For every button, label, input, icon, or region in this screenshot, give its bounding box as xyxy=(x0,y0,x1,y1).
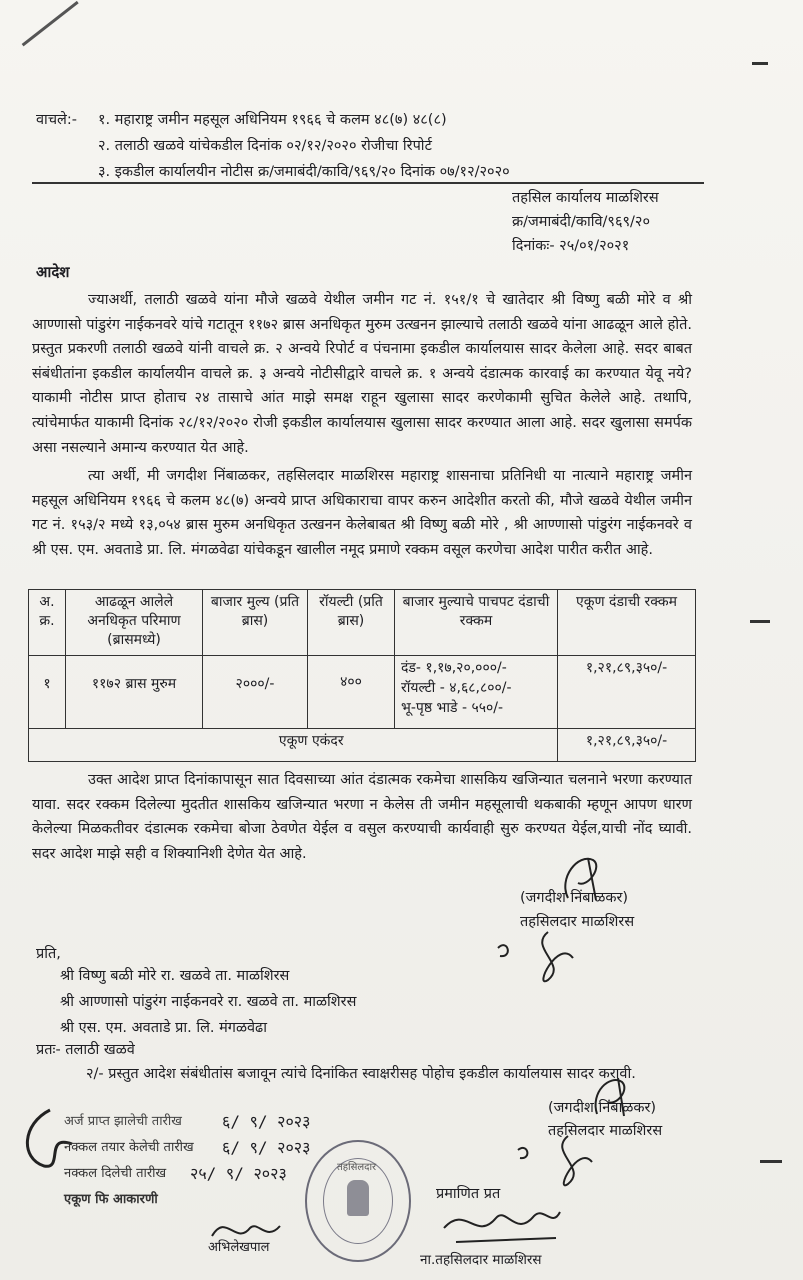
cell-royalty: ४०० xyxy=(308,656,395,729)
cell-total-label: एकूण एकंदर xyxy=(66,729,558,762)
header-sr: अ. क्र. xyxy=(29,590,66,656)
recipient-1: श्री विष्णु बळी मोरे रा. खळवे ता. माळशिरस xyxy=(60,968,290,984)
cell-total-blank xyxy=(29,729,66,762)
recipients-label: प्रति, xyxy=(36,946,61,962)
order-paragraph-1: ज्याअर्थी, तलाठी खळवे यांना मौजे खळवे येथील जमीन गट नं. १५१/१ चे खातेदार श्री विष्णु बळी मोरे व श्री आण्णासो पांडुरंग नाईकनवरे यांचे गटातून ११७२ ब्रास अनधिकृत मुरुम उत्खनन झाल्याचे तलाठी खळवे यांना आढळून आले होते. प्रस्तुत प्रकरणी तलाठी खळवे यांनी वाचले क्र. २ अन्वये रिपोर्ट व पंचनामा इकडील कार्यालयास सादर केलेला आहे. सदर बाबत संबंधीतांना इकडील कार्यालयीन वाचले क्र. ३ अन्वये नोटीसीद्वारे वाचले क्र. १ अन्वये दंडात्मक कारवाई का करण्यात येवू नये? याकामी नोटीस प्राप्त होताच २४ तासाचे आंत माझे समक्ष राहून खुलासा सादर करणेकामी सुचित केलेले आहे. तथापि, त्यांचेमार्फत याकामी दिनांक २८/१२/२०२० रोजी इकडील कार्यालयास खुलासा सादर करण्यात आला आहे. सदर खुलासा समर्पक असा नसल्याने अमान्य करण्यात येत आहे. xyxy=(32,292,692,456)
edge-mark xyxy=(752,62,768,65)
naib-designation: ना.तहसिलदार माळशिरस xyxy=(420,1252,542,1268)
stamp-date-2: ६/ ९/ २०२३ xyxy=(222,1138,311,1157)
office-date: दिनांकः- २५/०१/२०२१ xyxy=(512,238,630,254)
signatory2-designation: तहसिलदार माळशिरस xyxy=(548,1123,663,1139)
recipient-2: श्री आण्णासो पांडुरंग नाईकनवरे रा. खळवे ता. माळशिरस xyxy=(60,994,357,1010)
signature-mark xyxy=(488,918,598,990)
signatory2-name: (जगदीश निंबाळकर) xyxy=(548,1100,657,1116)
reference-item-2: २. तलाठी खळवे यांचेकडील दिनांक ०२/१२/२०२० रोजीचा रिपोर्ट xyxy=(98,138,432,154)
stamp-clerk: अभिलेखपाल xyxy=(208,1240,270,1255)
stamp-line-application-date: अर्ज प्राप्त झालेची तारीख xyxy=(64,1114,182,1129)
copy-to-note: २/- प्रस्तुत आदेश संबंधीतांस बजावून त्यांचे दिनांकित स्वाक्षरीसह पोहोच इकडील कार्यालयास सादर करावी. xyxy=(86,1066,636,1082)
penalty-line-royalty: रॉयल्टी - ४,६८,८००/- xyxy=(401,680,512,696)
office-ref-no: क्र/जमाबंदी/कावि/९६९/२० xyxy=(512,214,651,230)
edge-mark xyxy=(760,1160,782,1163)
header-market-value: बाजार मुल्य (प्रति ब्रास) xyxy=(203,590,308,656)
attested-label: प्रमाणित प्रत xyxy=(436,1186,501,1202)
stamp-date-3: २५/ ९/ २०२३ xyxy=(190,1164,287,1183)
stamp-line-fee: एकूण फि आकारणी xyxy=(64,1192,158,1207)
copy-to-label: प्रतः- तलाठी खळवे xyxy=(36,1042,135,1058)
office-seal xyxy=(305,1140,411,1262)
references-label: वाचले:- xyxy=(36,112,77,128)
reference-item-1: १. महाराष्ट्र जमीन महसूल अधिनियम १९६६ चे कलम ४८(७) ४८(८) xyxy=(98,112,447,128)
table-header-row xyxy=(29,590,696,656)
cell-total: १,२१,८९,३५०/- xyxy=(558,656,696,729)
header-penalty: बाजार मुल्याचे पाचपट दंडाची रक्कम xyxy=(395,590,558,656)
cell-grand-total: १,२१,८९,३५०/- xyxy=(558,729,696,762)
closing-paragraph: उक्त आदेश प्राप्त दिनांकापासून सात दिवसाच्या आंत दंडात्मक रकमेचा शासकिय खजिन्यात चलनाने भरणा करण्यात यावा. सदर रक्कम दिलेल्या मुदतीत शासकिय खजिन्यात भरणा न केलेस ती जमीन महसूलाची थकबाकी म्हणून आपण धारण केलेल्या मिळकतीवर दंडात्मक रकमेचा बोजा ठेवणेत येईल व वसुल करण्याची कार्यवाही सुरु करण्यत येईल,याची नोंद घ्यावी. सदर आदेश माझे सही व शिक्यानिशी देणेत येत आहे. xyxy=(32,772,692,862)
stamp-date-1: ६/ ९/ २०२३ xyxy=(222,1112,311,1131)
cell-market-value: २०००/- xyxy=(203,656,308,729)
edge-mark xyxy=(750,620,770,623)
header-total: एकूण दंडाची रक्कम xyxy=(558,590,696,656)
office-name: तहसिल कार्यालय माळशिरस xyxy=(512,190,659,206)
divider xyxy=(32,182,704,184)
penalty-line-fine: दंड- १,१७,२०,०००/- xyxy=(401,660,507,676)
recipient-3: श्री एस. एम. अवताडे प्रा. लि. मंगळवेढा xyxy=(60,1020,267,1036)
order-heading: आदेश xyxy=(36,263,70,281)
table-row xyxy=(29,656,696,729)
cell-quantity: ११७२ ब्रास मुरुम xyxy=(66,656,203,729)
emblem-icon xyxy=(347,1180,369,1216)
signatory-designation: तहसिलदार माळशिरस xyxy=(520,914,635,930)
order-paragraph-2: त्या अर्थी, मी जगदीश निंबाळकर, तहसिलदार माळशिरस महाराष्ट्र शासनाचा प्रतिनिधी या नात्याने महाराष्ट्र जमीन महसूल अधिनियम १९६६ चे कलम ४८(७) अन्वये प्राप्त अधिकाराचा वापर करुन आदेशीत करतो की, मौजे खळवे येथील जमीन गट नं. १५३/२ मध्ये १३,०५४ ब्रास मुरुम अनधिकृत उत्खनन केलेबाबत श्री विष्णु बळी मोरे , श्री आण्णासो पांडुरंग नाईकनवरे व श्री एस. एम. अवताडे प्रा. लि. मंगळवेढा यांचेकडून खालील नमूद प्रमाणे रक्कम वसूल करणेचा आदेश पारीत करीत आहे. xyxy=(32,468,692,558)
signature-mark-2 xyxy=(510,1124,610,1194)
cell-sr: १ xyxy=(29,656,66,729)
signatory-name: (जगदीश निंबाळकर) xyxy=(520,890,629,906)
reference-item-3: ३. इकडील कार्यालयीन नोटीस क्र/जमाबंदी/कावि/९६९/२० दिनांक ०७/१२/२०२० xyxy=(98,164,510,180)
seal-text: तहसिलदार xyxy=(337,1162,377,1173)
header-royalty: रॉयल्टी (प्रति ब्रास) xyxy=(308,590,395,656)
stamp-line-copy-given: नक्कल दिलेची तारीख xyxy=(64,1166,167,1181)
penalty-table xyxy=(28,589,696,762)
attesting-signature xyxy=(436,1198,566,1254)
cell-penalty xyxy=(395,656,558,729)
header-quantity: आढळून आलेले अनधिकृत परिमाण (ब्रासमध्ये) xyxy=(66,590,203,656)
penalty-line-rent: भू-पृष्ठ भाडे - ५५०/- xyxy=(401,700,504,716)
table-total-row xyxy=(29,729,696,762)
fold-crease xyxy=(22,1,79,46)
stamp-line-copy-prepared: नक्कल तयार केलेची तारीख xyxy=(64,1140,194,1155)
